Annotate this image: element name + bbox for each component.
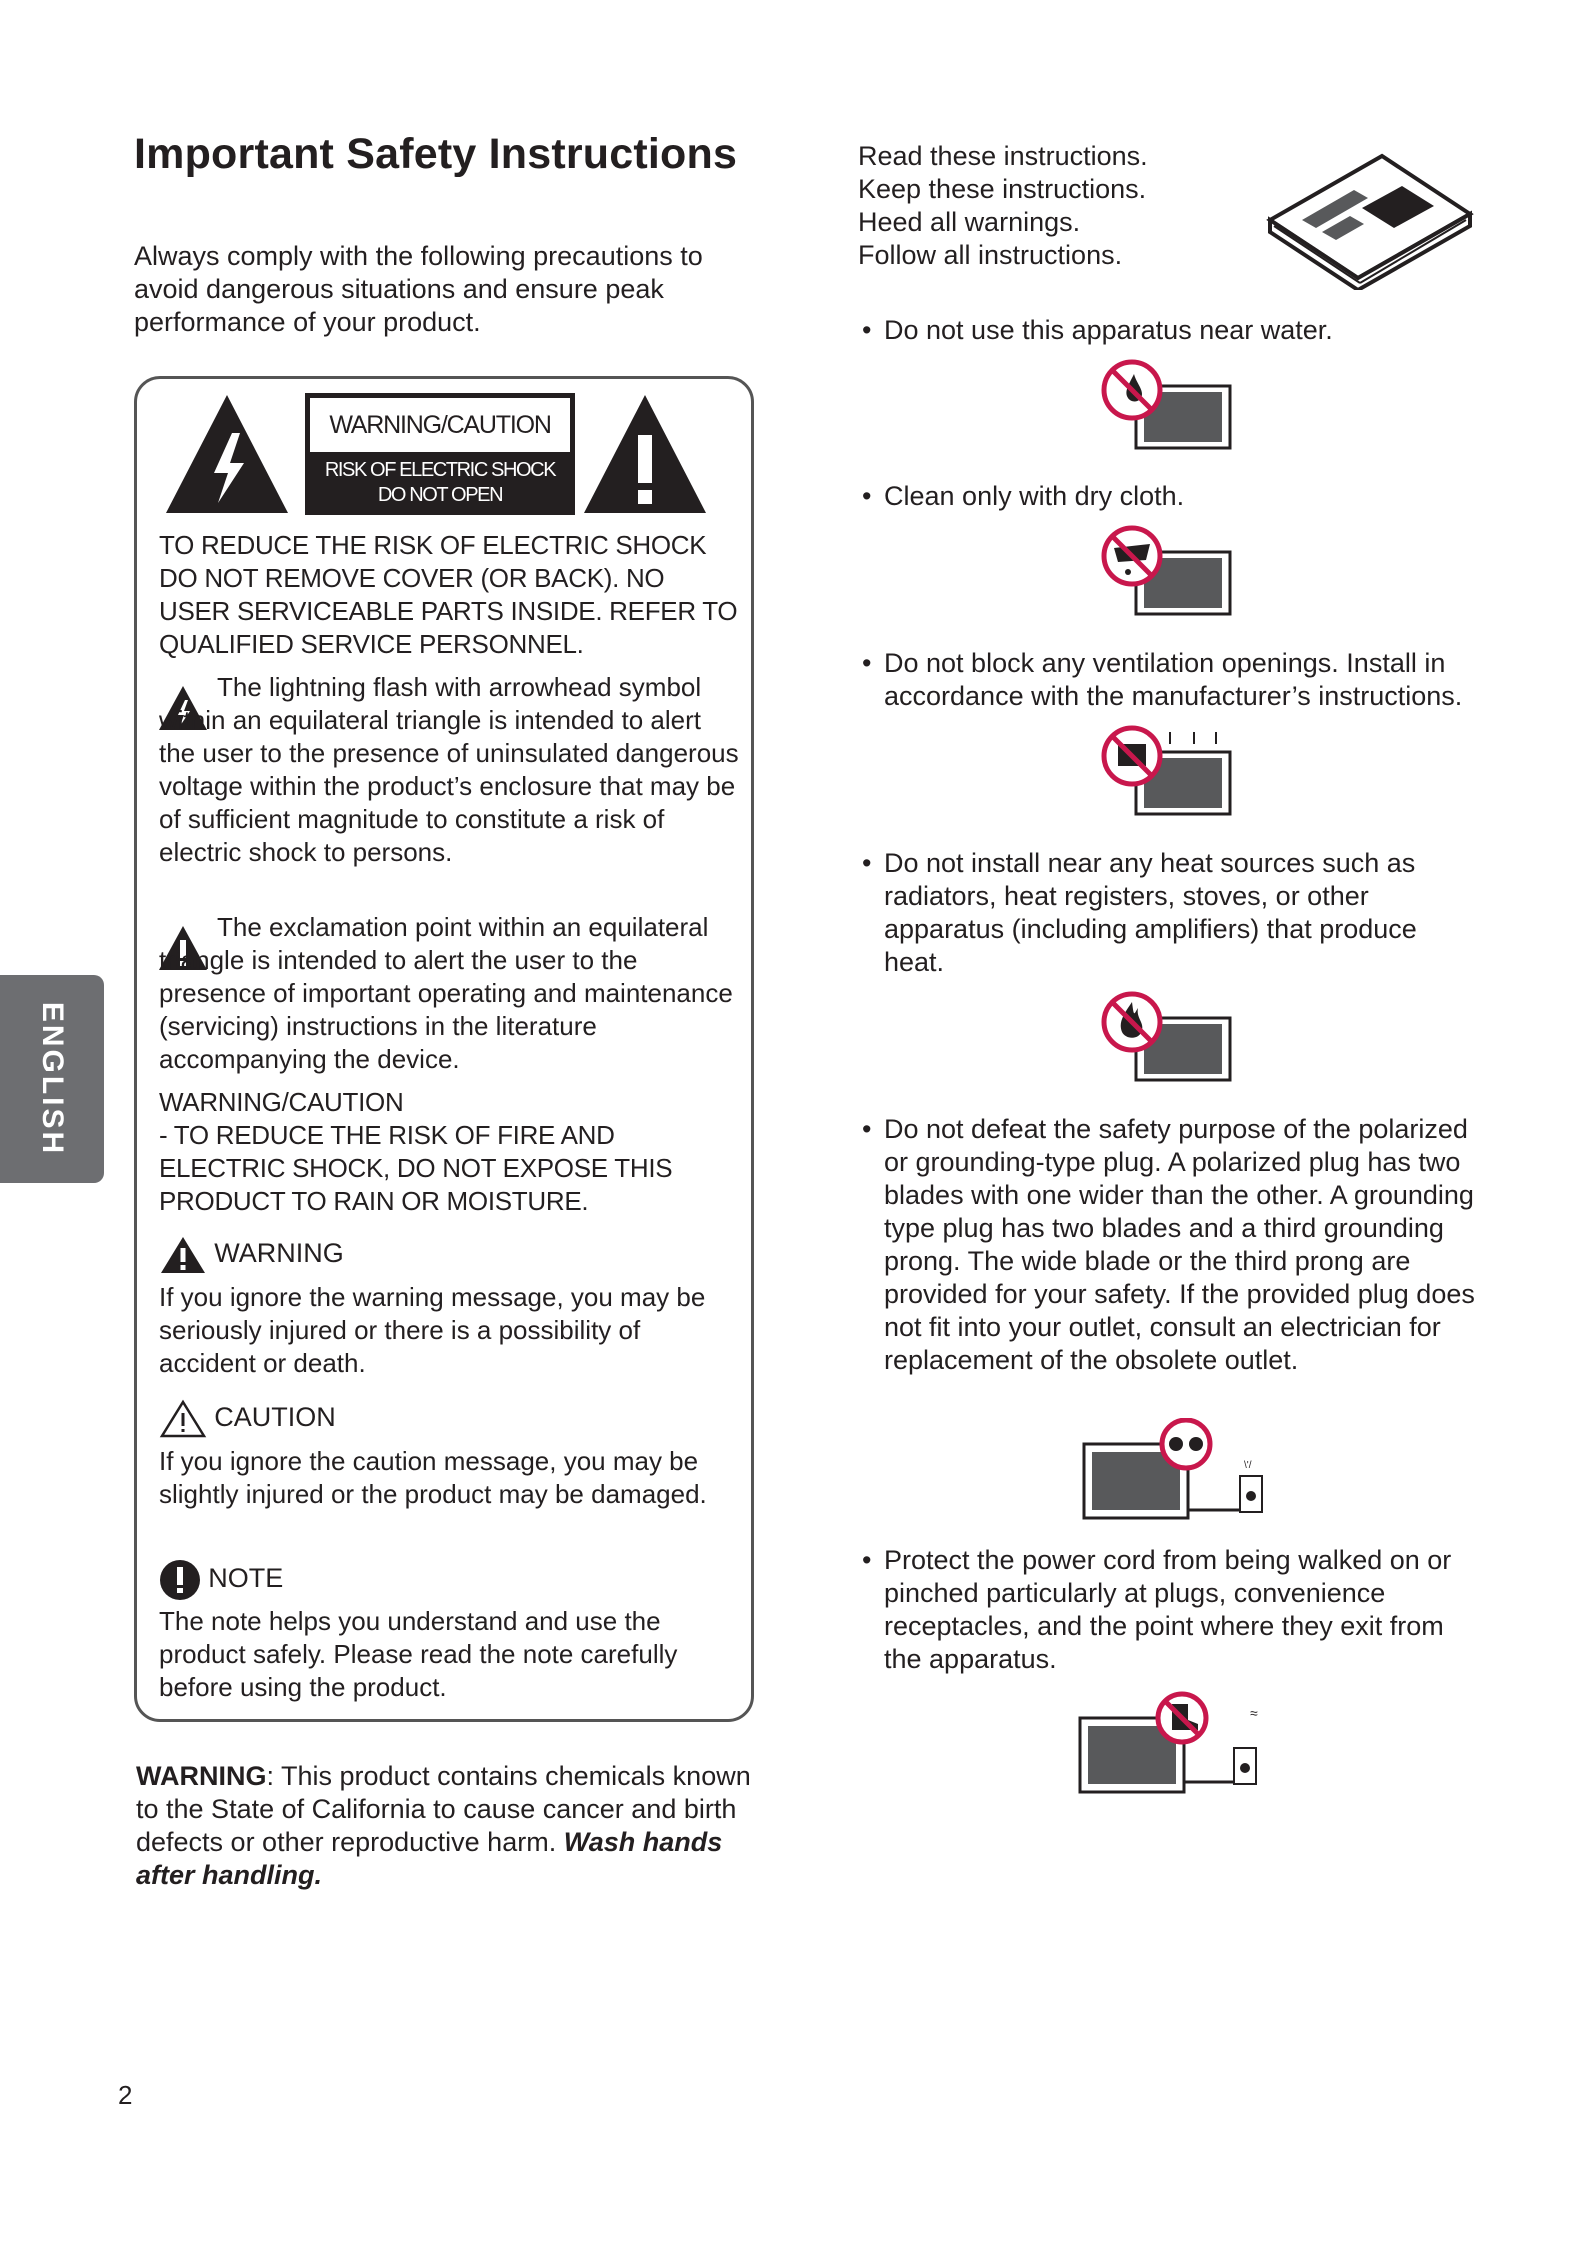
exclamation-triangle-icon [582,393,708,515]
lightning-text: The lightning flash with arrowhead symbol within an equilateral triangle is intended to alert the user to the presence of uninsulated dangerous voltage within the product’s enclosure that may be of sufficient magnitude to constitute a risk of electric shock to persons. [159,672,739,867]
bullet-item: • Clean only with dry cloth. [862,481,1185,511]
read-line: Keep these instructions. [858,174,1147,204]
safety-warning-box [134,376,754,1722]
label-line2: RISK OF ELECTRIC SHOCK [324,459,556,481]
no-heat-icon [1098,990,1238,1086]
warning-triangle-icon [159,1235,207,1275]
california-warning [136,1760,776,1892]
read-line: Read these instructions. [858,141,1148,171]
page-number: 2 [118,2080,133,2110]
bullet-item: • Do not install near any heat sources such as radiators, heat registers, stoves, or other apparatus (including amplifiers) that produce heat. [862,848,1417,977]
intro-text: Always comply with the following precautions to avoid dangerous situations and ensure peak performance of your product. [134,241,703,337]
bullet-text: Do not install near any heat sources such as radiators, heat registers, stoves, or other apparatus (including amplifiers) that produce heat. [884,848,1417,977]
no-water-icon [1098,358,1238,454]
caution-heading [159,1399,739,1439]
bullet-text: Protect the power cord from being walked on or pinched particularly at plugs, convenience receptacles, and the point where they exit from the apparatus. [884,1545,1452,1674]
language-tab [0,975,104,1183]
no-block-vent-icon [1098,724,1238,820]
svg-text:≈: ≈ [1250,1705,1258,1721]
caution-triangle-icon [159,1399,207,1439]
warning-label: WARNING [214,1237,344,1268]
bullet-item: • Do not defeat the safety purpose of the polarized or grounding-type plug. A polarized plug has two blades with one wider than the other. A grounding type plug has two blades and a third grounding prong. The wide blade or the third prong are provided for your safety. If the provided plug does not fit into your outlet, consult an electrician for replacement of the obsolete outlet. [862,1114,1475,1375]
fire-heading: WARNING/CAUTION [159,1087,404,1117]
california-warning-italic: Wash hands after handling. [136,1827,723,1890]
warning-caution-label [305,393,575,515]
california-warning-bold: WARNING [136,1761,267,1791]
bullet-text: Do not use this apparatus near water. [884,315,1333,345]
manual-book-icon [1262,150,1476,290]
label-line3: DO NOT OPEN [377,484,503,506]
bullet-item: • Do not block any ventilation openings. Install in accordance with the manufacturer’s instructions. [862,648,1463,711]
shock-text: TO REDUCE THE RISK OF ELECTRIC SHOCK DO NOT REMOVE COVER (OR BACK). NO USER SERVICEABLE PARTS INSIDE. REFER TO QUALIFIED SERVICE PERSONNEL. [159,530,738,659]
caution-label: CAUTION [214,1401,336,1432]
bullet-text: Clean only with dry cloth. [884,481,1185,511]
bullet-item: • Do not use this apparatus near water. [862,315,1333,345]
warning-heading [159,1235,739,1275]
no-step-cord-icon [1076,1690,1276,1800]
exclamation-text: The exclamation point within an equilateral triangle is intended to alert the user to the presence of important operating and maintenance (servicing) instructions in the literature accompanying the device. [159,912,733,1074]
fire-text: - TO REDUCE THE RISK OF FIRE AND ELECTRIC SHOCK, DO NOT EXPOSE THIS PRODUCT TO RAIN OR MOISTURE. [159,1120,673,1216]
read-line: Heed all warnings. [858,207,1081,237]
read-line: Follow all instructions. [858,240,1123,270]
note-icon [159,1559,201,1601]
read-instructions-list [858,140,1148,272]
california-warning-text: : This product contains chemicals known to the State of California to cause cancer and birth defects or other reproductive harm. [136,1761,751,1857]
polarized-plug-icon [1080,1418,1280,1528]
bullet-text: Do not block any ventilation openings. Install in accordance with the manufacturer’s instructions. [884,648,1463,711]
note-text: The note helps you understand and use the product safely. Please read the note carefully before using the product. [159,1606,678,1702]
language-tab-label: ENGLISH [36,1001,69,1157]
note-heading [159,1559,739,1601]
no-wet-cloth-icon [1098,524,1238,620]
bullet-text: Do not defeat the safety purpose of the polarized or grounding-type plug. A polarized plug has two blades with one wider than the other. A grounding type plug has two blades and a third grounding prong. The wide blade or the third prong are provided for your safety. If the provided plug does not fit into your outlet, consult an electrician for replacement of the obsolete outlet. [884,1114,1475,1375]
warning-text: If you ignore the warning message, you may be seriously injured or there is a possibility of accident or death. [159,1282,706,1378]
caution-text: If you ignore the caution message, you may be slightly injured or the product may be damaged. [159,1446,707,1509]
page-title: Important Safety Instructions [134,130,738,178]
note-label: NOTE [208,1562,284,1593]
lightning-triangle-icon [164,393,290,515]
bullet-item: • Protect the power cord from being walked on or pinched particularly at plugs, convenience receptacles, and the point where they exit from the apparatus. [862,1545,1452,1674]
label-top: WARNING/CAUTION [310,398,570,452]
svg-text:\'/: \'/ [1244,1460,1252,1471]
